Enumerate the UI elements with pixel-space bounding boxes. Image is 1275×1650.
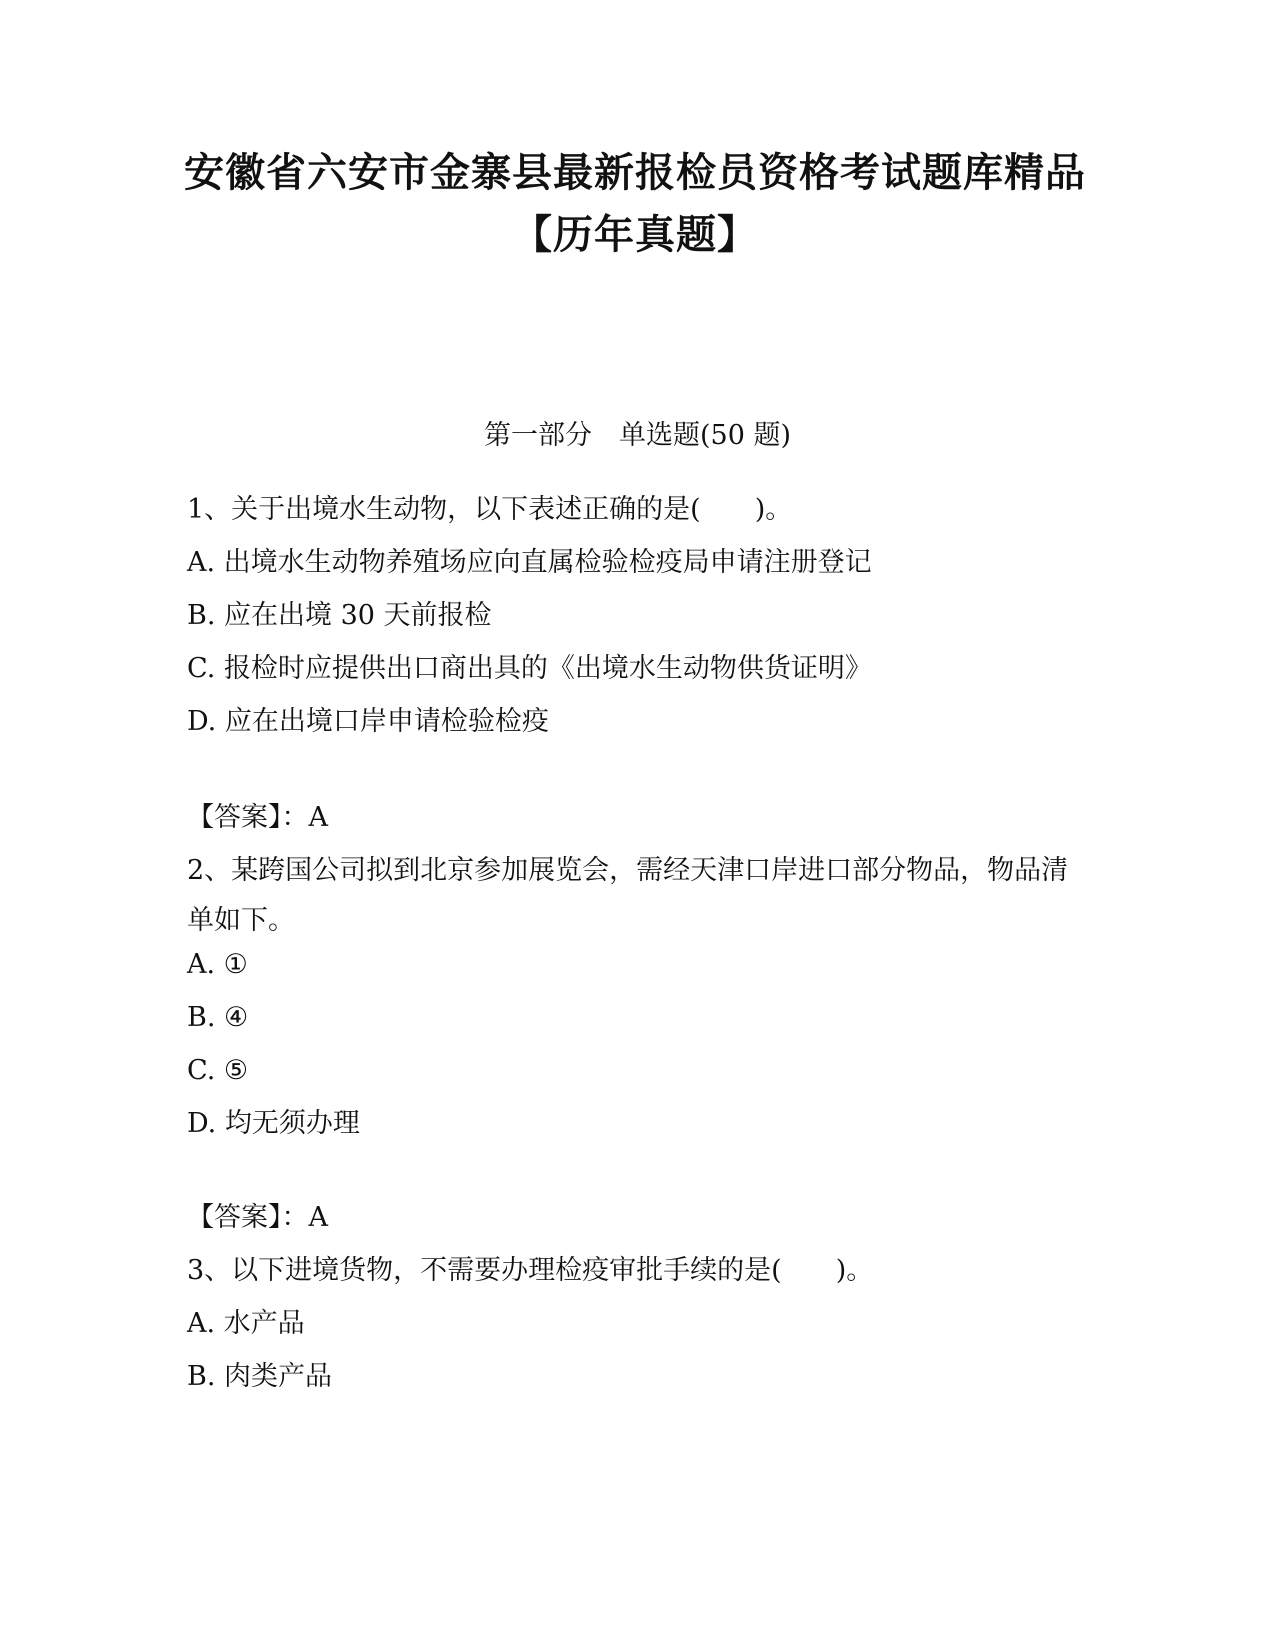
question-2-stem: 2、某跨国公司拟到北京参加展览会，需经天津口岸进口部分物品，物品清单如下。 bbox=[187, 855, 1069, 936]
question-3-option-b: B. 肉类产品 bbox=[187, 1361, 333, 1392]
question-1-option-b: B. 应在出境 30 天前报检 bbox=[187, 600, 492, 631]
question-2-option-a: A. ① bbox=[187, 949, 248, 980]
question-2-option-d: D. 均无须办理 bbox=[187, 1108, 360, 1139]
question-2-option-b: B. ④ bbox=[187, 1002, 249, 1033]
question-3-stem: 3、以下进境货物，不需要办理检疫审批手续的是( )。 bbox=[187, 1255, 874, 1286]
question-3-option-a: A. 水产品 bbox=[187, 1308, 305, 1339]
question-1-option-a: A. 出境水生动物养殖场应向直属检验检疫局申请注册登记 bbox=[187, 547, 872, 578]
question-2-option-c: C. ⑤ bbox=[187, 1055, 249, 1086]
section-heading: 第一部分 单选题(50 题) bbox=[483, 420, 791, 451]
document-title: 安徽省六安市金寨县最新报检员资格考试题库精品【历年真题】 bbox=[184, 150, 1086, 258]
question-1-stem: 1、关于出境水生动物，以下表述正确的是( )。 bbox=[187, 494, 793, 525]
question-2-answer: 【答案】：A bbox=[187, 1202, 328, 1233]
question-1-answer: 【答案】：A bbox=[187, 802, 328, 833]
question-1-option-d: D. 应在出境口岸申请检验检疫 bbox=[187, 706, 549, 737]
question-1-option-c: C. 报检时应提供出口商出具的《出境水生动物供货证明》 bbox=[187, 653, 872, 684]
